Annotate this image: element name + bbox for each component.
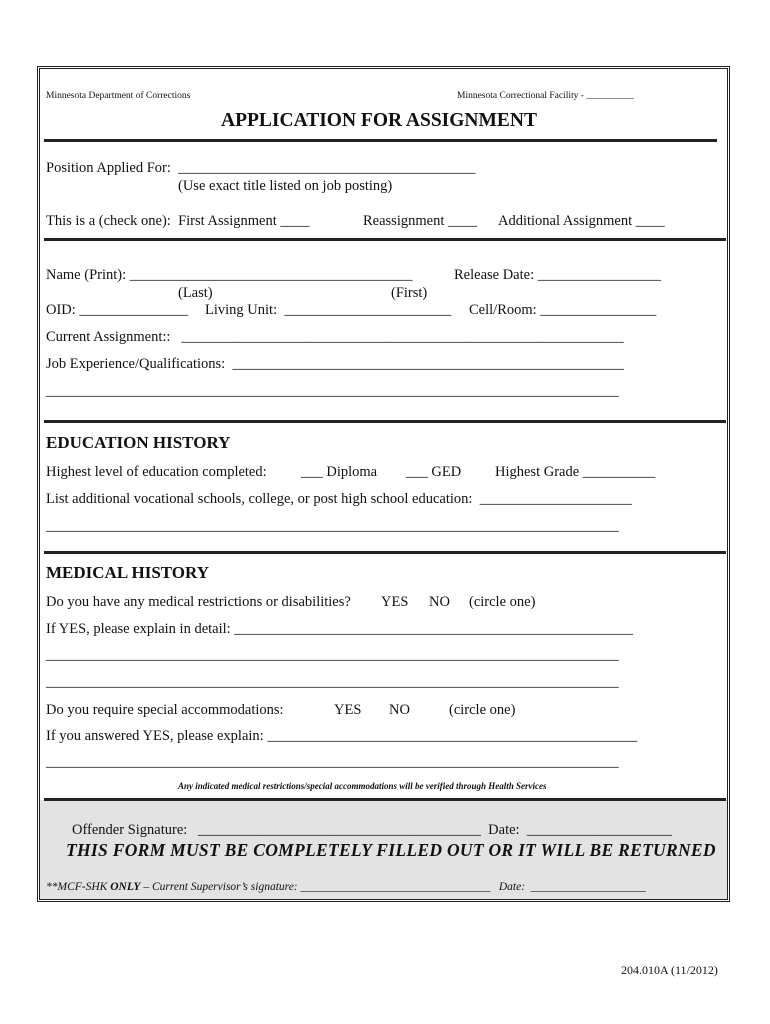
position-hint: (Use exact title listed on job posting) bbox=[178, 178, 393, 194]
accommodations-question: Do you require special accommodations: bbox=[46, 702, 284, 718]
offender-signature-field[interactable]: Offender Signature: _______________________________________ Date: ____________________ bbox=[72, 822, 672, 838]
form-title: APPLICATION FOR ASSIGNMENT bbox=[221, 110, 538, 131]
restrictions-yes-option[interactable]: YES bbox=[381, 594, 409, 610]
form-number: 204.010A (11/2012) bbox=[621, 963, 718, 977]
highest-level-label: Highest level of education completed: bbox=[46, 464, 267, 480]
title-rule bbox=[44, 139, 717, 142]
highest-grade-field[interactable]: Highest Grade __________ bbox=[495, 464, 656, 480]
supervisor-only: ONLY bbox=[110, 881, 141, 893]
medical-restrictions-question: Do you have any medical restrictions or disabilities? bbox=[46, 594, 351, 610]
last-name-label: (Last) bbox=[178, 285, 213, 301]
first-assignment-check[interactable]: This is a (check one): First Assignment ____ bbox=[46, 213, 310, 229]
job-experience-field[interactable]: Job Experience/Qualifications: ______________________________________________________ bbox=[46, 356, 624, 372]
job-experience-line[interactable]: _______________________________________________________________________________ bbox=[46, 383, 619, 399]
diploma-check[interactable]: ___ Diploma bbox=[301, 464, 378, 480]
section-rule bbox=[44, 798, 726, 801]
current-assignment-field[interactable]: Current Assignment:: _____________________________________________________________ bbox=[46, 329, 624, 345]
section-rule bbox=[44, 238, 726, 241]
ged-check[interactable]: ___ GED bbox=[406, 464, 462, 480]
accommodations-yes-option[interactable]: YES bbox=[334, 702, 362, 718]
cell-room-field[interactable]: Cell/Room: ________________ bbox=[469, 302, 657, 318]
accommodations-line[interactable]: _______________________________________________________________________________ bbox=[46, 754, 619, 770]
explain-detail-field[interactable]: If YES, please explain in detail: _______________________________________________________ bbox=[46, 621, 634, 637]
additional-schools-field[interactable]: List additional vocational schools, college, or post high school education: _____________________ bbox=[46, 491, 632, 507]
supervisor-rest: – Current Supervisor’s signature: _________________________________ Date: ____________________ bbox=[140, 881, 646, 893]
section-rule bbox=[44, 551, 726, 554]
additional-assignment-check[interactable]: Additional Assignment ____ bbox=[498, 213, 665, 229]
health-services-note: Any indicated medical restrictions/special accommodations will be verified through Health Services bbox=[178, 781, 547, 791]
explain-line[interactable]: _______________________________________________________________________________ bbox=[46, 674, 619, 690]
supervisor-signature-field[interactable] bbox=[46, 882, 646, 894]
section-rule bbox=[44, 420, 726, 423]
restrictions-no-option[interactable]: NO bbox=[429, 594, 450, 610]
education-line[interactable]: _______________________________________________________________________________ bbox=[46, 518, 619, 534]
facility-field[interactable]: Minnesota Correctional Facility - __________ bbox=[457, 91, 634, 101]
completion-warning: THIS FORM MUST BE COMPLETELY FILLED OUT OR IT WILL BE RETURNED bbox=[66, 840, 716, 860]
oid-field[interactable]: OID: _______________ bbox=[46, 302, 189, 318]
release-date-field[interactable]: Release Date: _________________ bbox=[454, 267, 661, 283]
education-heading: EDUCATION HISTORY bbox=[46, 433, 231, 452]
reassignment-check[interactable]: Reassignment ____ bbox=[363, 213, 477, 229]
supervisor-prefix: **MCF-SHK bbox=[46, 881, 111, 893]
first-name-label: (First) bbox=[391, 285, 428, 301]
medical-heading: MEDICAL HISTORY bbox=[46, 563, 209, 582]
position-applied-field[interactable]: Position Applied For: _________________________________________ bbox=[46, 160, 476, 176]
circle-one-hint: (circle one) bbox=[469, 594, 536, 610]
circle-one-hint: (circle one) bbox=[449, 702, 516, 718]
department-name: Minnesota Department of Corrections bbox=[46, 91, 191, 101]
living-unit-field[interactable]: Living Unit: _______________________ bbox=[205, 302, 452, 318]
name-field[interactable]: Name (Print): _______________________________________ bbox=[46, 267, 413, 283]
explain-line[interactable]: _______________________________________________________________________________ bbox=[46, 647, 619, 663]
accommodations-no-option[interactable]: NO bbox=[389, 702, 410, 718]
accommodations-explain-field[interactable]: If you answered YES, please explain: ___________________________________________________ bbox=[46, 728, 638, 744]
